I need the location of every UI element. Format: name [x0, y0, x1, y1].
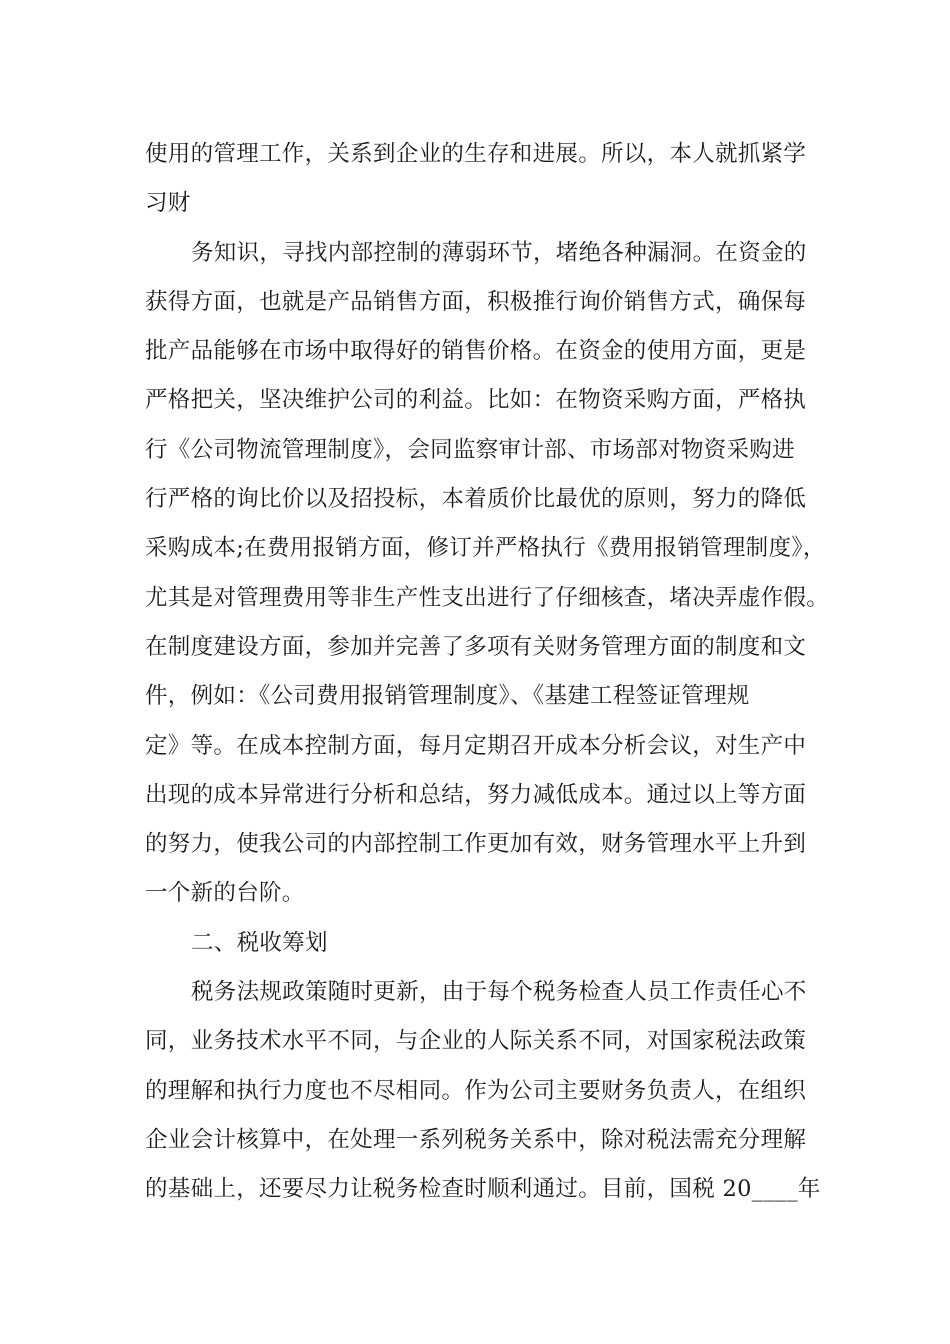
paragraph-start-line: 税务法规政策随时更新，由于每个税务检查人员工作责任心不 [191, 979, 807, 1006]
text-line: 批产品能够在市场中取得好的销售价格。在资金的使用方面，更是 [145, 338, 807, 365]
text-line: 尤其是对管理费用等非生产性支出进行了仔细核查，堵决弄虚作假。 [145, 584, 830, 611]
text-line: 的基础上，还要尽力让税务检查时顺利通过。目前，国税 20____年 [145, 1176, 821, 1203]
text-line: 同，业务技术水平不同，与企业的人际关系不同，对国家税法政策 [145, 1028, 807, 1055]
text-line: 使用的管理工作，关系到企业的生存和进展。所以，本人就抓紧学 [145, 141, 807, 167]
text-line: 企业会计核算中，在处理一系列税务关系中，除对税法需充分理解 [145, 1126, 807, 1153]
text-line: 定》等。在成本控制方面，每月定期召开成本分析会议，对生产中 [145, 732, 807, 759]
text-line: 一个新的台阶。 [145, 880, 305, 907]
text-line: 的理解和执行力度也不尽相同。作为公司主要财务负责人，在组织 [145, 1077, 807, 1104]
text-line: 习财 [145, 190, 191, 217]
text-line: 采购成本;在费用报销方面，修订并严格执行《费用报销管理制度》， [145, 535, 826, 562]
text-line: 的努力，使我公司的内部控制工作更加有效，财务管理水平上升到 [145, 831, 807, 858]
text-line: 获得方面，也就是产品销售方面，积极推行询价销售方式，确保每 [145, 288, 807, 315]
section-heading: 二、税收筹划 [191, 929, 328, 956]
text-line: 行《公司物流管理制度》，会同监察审计部、市场部对物资采购进 [145, 436, 795, 463]
text-line: 行严格的询比价以及招投标，本着质价比最优的原则，努力的降低 [145, 486, 807, 513]
text-line: 件，例如：《公司费用报销管理制度》、《基建工程签证管理规 [145, 683, 750, 710]
text-line: 严格把关，坚决维护公司的利益。比如：在物资采购方面，严格执 [145, 387, 807, 414]
text-line: 出现的成本异常进行分析和总结，努力减低成本。通过以上等方面 [145, 781, 807, 808]
paragraph-start-line: 务知识，寻找内部控制的薄弱环节，堵绝各种漏洞。在资金的 [191, 239, 807, 266]
document-body [145, 130, 830, 1215]
text-line: 在制度建设方面，参加并完善了多项有关财务管理方面的制度和文 [145, 633, 807, 660]
